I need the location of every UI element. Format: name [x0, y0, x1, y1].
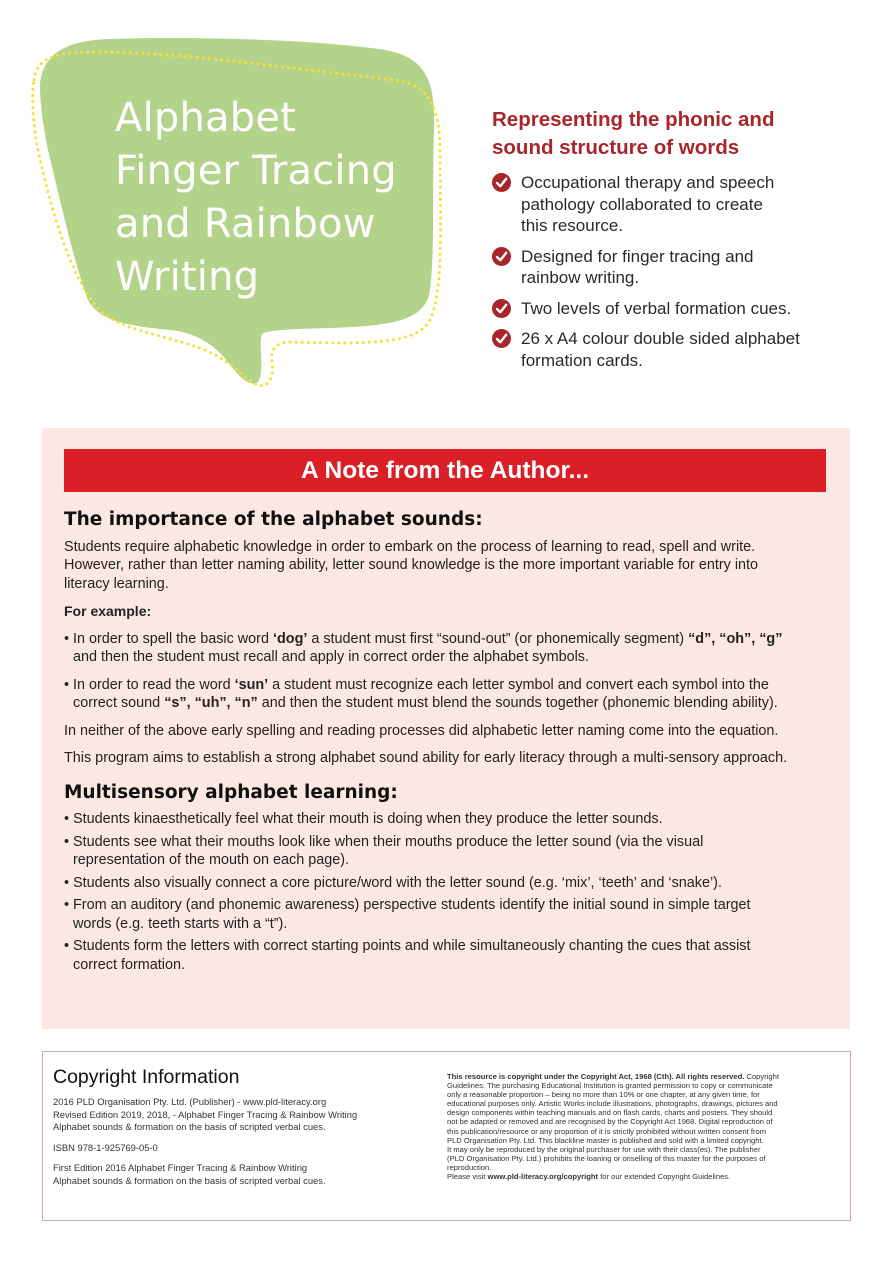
feature-text: rainbow writing.	[521, 268, 640, 287]
feature-text: 26 x A4 colour double sided alphabet	[521, 329, 800, 348]
check-circle-icon	[492, 247, 511, 266]
check-circle-icon	[492, 299, 511, 318]
text-run: a student must recognize each letter symbol and convert each symbol into the	[268, 676, 769, 693]
example-line: and then the student must recall and apply in correct order the alphabet symbols.	[73, 649, 589, 665]
list-item-line: representation of the mouth on each page).	[73, 852, 350, 868]
feature-text: formation cards.	[521, 350, 643, 370]
copyright-link[interactable]: www.pld-literacy.org/copyright	[487, 1172, 599, 1182]
notice-lead: This resource is copyright under the Copyright Act, 1968 (Cth). All rights reserved.	[447, 1072, 745, 1081]
list-item	[64, 896, 830, 933]
list-item-line: From an auditory (and phonemic awareness) perspective students identify the initial sound in simple target	[73, 897, 751, 913]
features-section	[492, 106, 862, 380]
paragraph-line: In neither of the above early spelling and reading processes did alphabetic letter naming come into the equation.	[64, 722, 779, 739]
copyright-title: Copyright Information	[53, 1066, 240, 1088]
author-note-panel	[42, 428, 850, 1029]
bullet-dot: •	[64, 630, 70, 647]
example-line	[73, 694, 830, 713]
paragraph-line: Students require alphabetic knowledge in order to embark on the process of learning to read, spell and write.	[64, 538, 756, 555]
check-circle-icon	[492, 173, 511, 192]
features-heading-line: Representing the phonic and	[492, 108, 775, 131]
list-item-line: Students kinaesthetically feel what their mouth is doing when they produce the letter sounds.	[73, 811, 663, 827]
bullet-dot: •	[64, 897, 70, 913]
text-run: a student must first “sound-out” (or phonemically segment)	[307, 630, 689, 647]
paragraph	[64, 749, 830, 768]
paragraph-line: literacy learning.	[64, 575, 169, 592]
features-heading	[492, 106, 862, 162]
title-line: Alphabet	[115, 95, 297, 141]
list-item-line: Students see what their mouths look like when their mouths produce the letter sound (via the visual	[73, 833, 704, 850]
author-note-banner: A Note from the Author...	[64, 449, 826, 492]
notice-line: only a reasonable proportion – being no more than 10% or one chapter, at any given time, for	[447, 1090, 760, 1100]
section-heading: Multisensory alphabet learning:	[64, 781, 398, 803]
publisher-line: Revised Edition 2019, 2018, - Alphabet Finger Tracing & Rainbow Writing	[53, 1108, 358, 1120]
text-run: for our extended Copyright Guidelines.	[598, 1172, 731, 1182]
example-line	[73, 630, 830, 649]
feature-item	[492, 172, 862, 237]
bullet-dot: •	[64, 938, 70, 954]
emphasis-text: ‘dog’	[272, 630, 308, 647]
notice-line: reproduction.	[447, 1162, 492, 1172]
edition-line: First Edition 2016 Alphabet Finger Tracing & Rainbow Writing	[53, 1162, 308, 1174]
features-heading-line: sound structure of words	[492, 136, 740, 159]
author-note-content	[64, 511, 830, 978]
paragraph-line: However, rather than letter naming ability, letter sound knowledge is the more important variable for entry into	[64, 557, 759, 573]
list-item	[64, 937, 830, 974]
example-label: For example:	[64, 603, 152, 619]
copyright-box	[42, 1051, 851, 1221]
text-run: correct sound	[73, 695, 165, 711]
publisher-line: 2016 PLD Organisation Pty. Ltd. (Publisher) - www.pld-literacy.org	[53, 1096, 327, 1107]
example-item	[64, 676, 830, 713]
notice-line: not be adapted or removed and are recognised by the Copyright Act 1968. Digital reproduction of	[447, 1117, 773, 1127]
edition-line: Alphabet sounds & formation on the basis of scripted verbal cues.	[53, 1174, 326, 1186]
feature-item	[492, 298, 862, 320]
text-run: Copyright	[744, 1072, 779, 1081]
list-item	[64, 833, 830, 870]
feature-text: Designed for finger tracing and	[521, 246, 754, 266]
emphasis-text: ‘sun’	[234, 676, 269, 693]
title-line: Writing	[115, 254, 260, 300]
feature-text: Two levels of verbal formation cues.	[521, 298, 792, 318]
copyright-left	[53, 1066, 433, 1188]
text-run: In order to read the word	[73, 676, 235, 693]
title-line: and Rainbow	[115, 201, 376, 247]
feature-text: Occupational therapy and speech	[521, 173, 775, 192]
notice-line: design components within teaching manuals and on flash cards, charts and posters. They should	[447, 1108, 773, 1118]
product-title	[115, 92, 425, 304]
publisher-info	[53, 1096, 433, 1188]
feature-text: pathology collaborated to create	[521, 194, 763, 214]
notice-line: PLD Organisation Pty. Ltd. This blackline master is published and sold with a limited copyright.	[447, 1135, 764, 1145]
list-item-line: Students form the letters with correct starting points and while simultaneously chanting the cues that assist	[73, 938, 751, 954]
feature-text: this resource.	[521, 216, 624, 235]
notice-line: educational purposes only. Artistic Works include illustrations, photographs, drawings, pictures and	[447, 1099, 778, 1109]
title-line: Finger Tracing	[115, 148, 397, 194]
emphasis-text: “s”, “uh”, “n”	[164, 695, 258, 711]
bullet-dot: •	[64, 874, 70, 891]
section-heading: The importance of the alphabet sounds:	[64, 509, 483, 530]
example-line	[73, 676, 830, 695]
copyright-notice	[447, 1072, 843, 1181]
text-run: In order to spell the basic word	[73, 630, 273, 647]
text-run: Please visit	[447, 1172, 488, 1182]
paragraph	[64, 722, 830, 741]
multisensory-list	[64, 810, 830, 974]
bullet-dot: •	[64, 833, 70, 850]
list-item-line: correct formation.	[73, 956, 185, 973]
isbn: ISBN 978-1-925769-05-0	[53, 1141, 158, 1153]
feature-item	[492, 246, 862, 289]
example-item	[64, 630, 830, 667]
text-run: and then the student must blend the sounds together (phonemic blending ability).	[257, 695, 778, 711]
notice-line: (PLD Organisation Pty. Ltd.) prohibits the loaning or onselling of this master for the purposes of	[447, 1153, 766, 1163]
notice-line: this publication/resource or any proportion of it is strictly prohibited without written consent from	[447, 1126, 767, 1136]
list-item	[64, 874, 830, 893]
list-item-line: Students also visually connect a core picture/word with the letter sound (e.g. ‘mix’, ‘teeth’ and ‘snake’).	[73, 874, 722, 891]
notice-line	[447, 1172, 843, 1181]
feature-item	[492, 328, 862, 371]
notice-line	[447, 1072, 843, 1081]
paragraph-line: This program aims to establish a strong alphabet sound ability for early literacy through a multi-sensory approach.	[64, 750, 788, 766]
list-item-line: words (e.g. teeth starts with a “t”).	[73, 915, 288, 932]
notice-line: It may only be reproduced by the original purchaser for use with their class(es). The publisher	[447, 1144, 761, 1154]
check-circle-icon	[492, 329, 511, 348]
bullet-dot: •	[64, 811, 70, 827]
emphasis-text: “d”, “oh”, “g”	[688, 630, 783, 647]
notice-line: Guidelines: The purchasing Educational Institution is granted permission to copy or communicate	[447, 1081, 773, 1091]
bullet-dot: •	[64, 676, 70, 693]
publisher-line: Alphabet sounds & formation on the basis of scripted verbal cues.	[53, 1121, 326, 1133]
list-item	[64, 810, 830, 829]
intro-paragraph	[64, 538, 830, 594]
